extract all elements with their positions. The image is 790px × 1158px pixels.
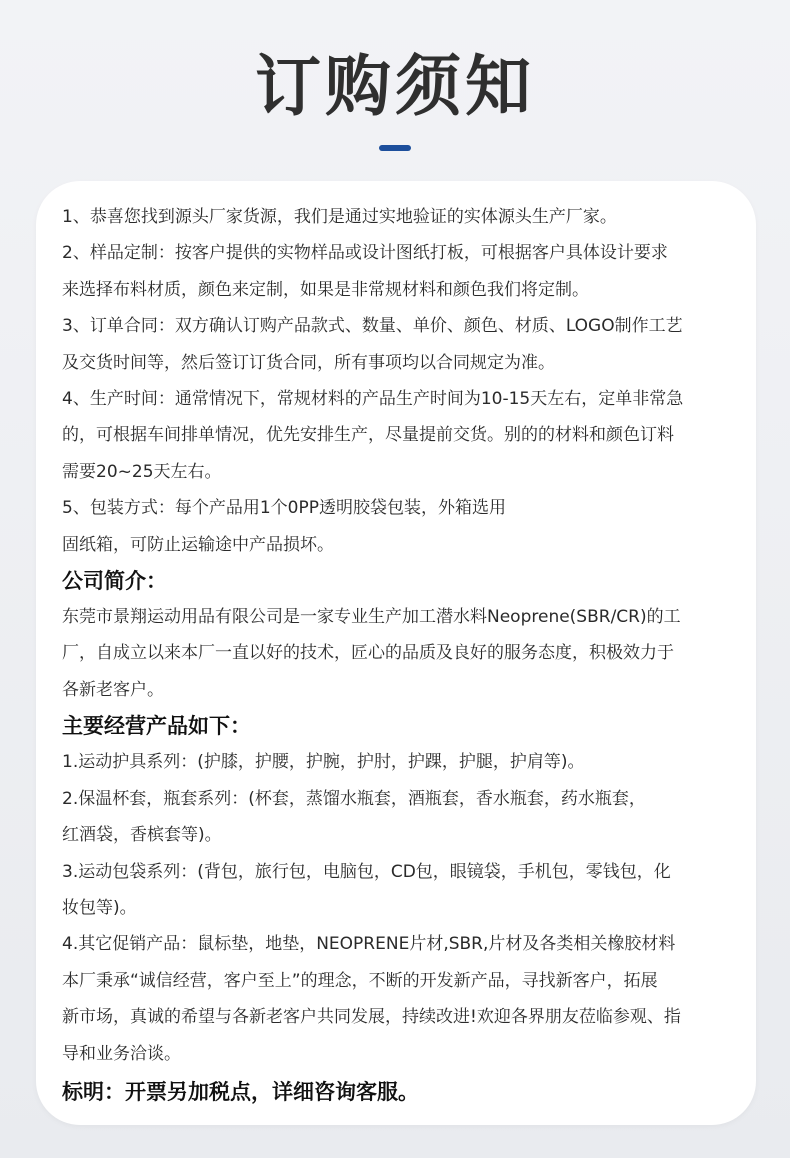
text-line: 1.运动护具系列：(护膝，护腰，护腕，护肘，护踝，护腿，护肩等)。 — [62, 752, 585, 773]
page-title: 订购须知 — [255, 48, 535, 125]
text-line: 本厂秉承“诚信经营，客户至上”的理念，不断的开发新产品，寻找新客户，拓展 — [62, 970, 658, 991]
text-line: 2.保温杯套，瓶套系列：(杯套，蒸馏水瓶套，酒瓶套，香水瓶套，药水瓶套， — [62, 788, 646, 809]
text-line: 东莞市景翔运动用品有限公司是一家专业生产加工潜水料Neoprene(SBR/CR)的工 — [62, 607, 681, 628]
text-line: 2、样品定制：按客户提供的实物样品或设计图纸打板，可根据客户具体设计要求 — [62, 243, 668, 264]
text-line: 厂，自成立以来本厂一直以好的技术，匠心的品质及良好的服务态度，积极效力于 — [62, 643, 674, 664]
text-line: 4.其它促销产品：鼠标垫，地垫，NEOPRENE片材,SBR,片材及各类相关橡胶材料 — [62, 934, 676, 955]
text-line: 导和业务洽谈。 — [62, 1043, 181, 1064]
text-line: 4、生产时间：通常情况下，常规材料的产品生产时间为10-15天左右，定单非常急 — [62, 389, 684, 410]
text-line: 3、订单合同：双方确认订购产品款式、数量、单价、颜色、材质、LOGO制作工艺 — [62, 316, 683, 337]
section-heading: 公司简介： — [62, 569, 167, 594]
text-line: 各新老客户。 — [62, 679, 164, 700]
text-line: 1、恭喜您找到源头厂家货源，我们是通过实地验证的实体源头生产厂家。 — [62, 207, 617, 227]
text-line: 5、包装方式：每个产品用1个0PP透明胶袋包装，外箱选用 — [62, 498, 506, 519]
text-line: 妆包等)。 — [62, 897, 137, 918]
text-line: 需要20~25天左右。 — [62, 461, 222, 482]
section-heading: 标明：开票另加税点，详细咨询客服。 — [62, 1079, 419, 1104]
title-underline — [379, 145, 411, 151]
text-line: 来选择布料材质，颜色来定制，如果是非常规材料和颜色我们将定制。 — [62, 279, 589, 300]
text-line: 红酒袋，香槟套等)。 — [62, 825, 222, 846]
text-line: 及交货时间等，然后签订订货合同，所有事项均以合同规定为准。 — [62, 352, 555, 373]
text-line: 新市场，真诚的希望与各新老客户共同发展，持续改进!欢迎各界朋友莅临参观、指 — [62, 1007, 681, 1028]
section-heading: 主要经营产品如下： — [62, 714, 251, 739]
notice-content — [62, 199, 738, 1110]
text-line: 的，可根据车间排单情况，优先安排生产，尽量提前交货。别的的材料和颜色订料 — [62, 425, 674, 446]
text-line: 固纸箱，可防止运输途中产品损坏。 — [62, 534, 334, 555]
text-line: 3.运动包袋系列：(背包，旅行包，电脑包，CD包，眼镜袋，手机包，零钱包，化 — [62, 861, 671, 882]
